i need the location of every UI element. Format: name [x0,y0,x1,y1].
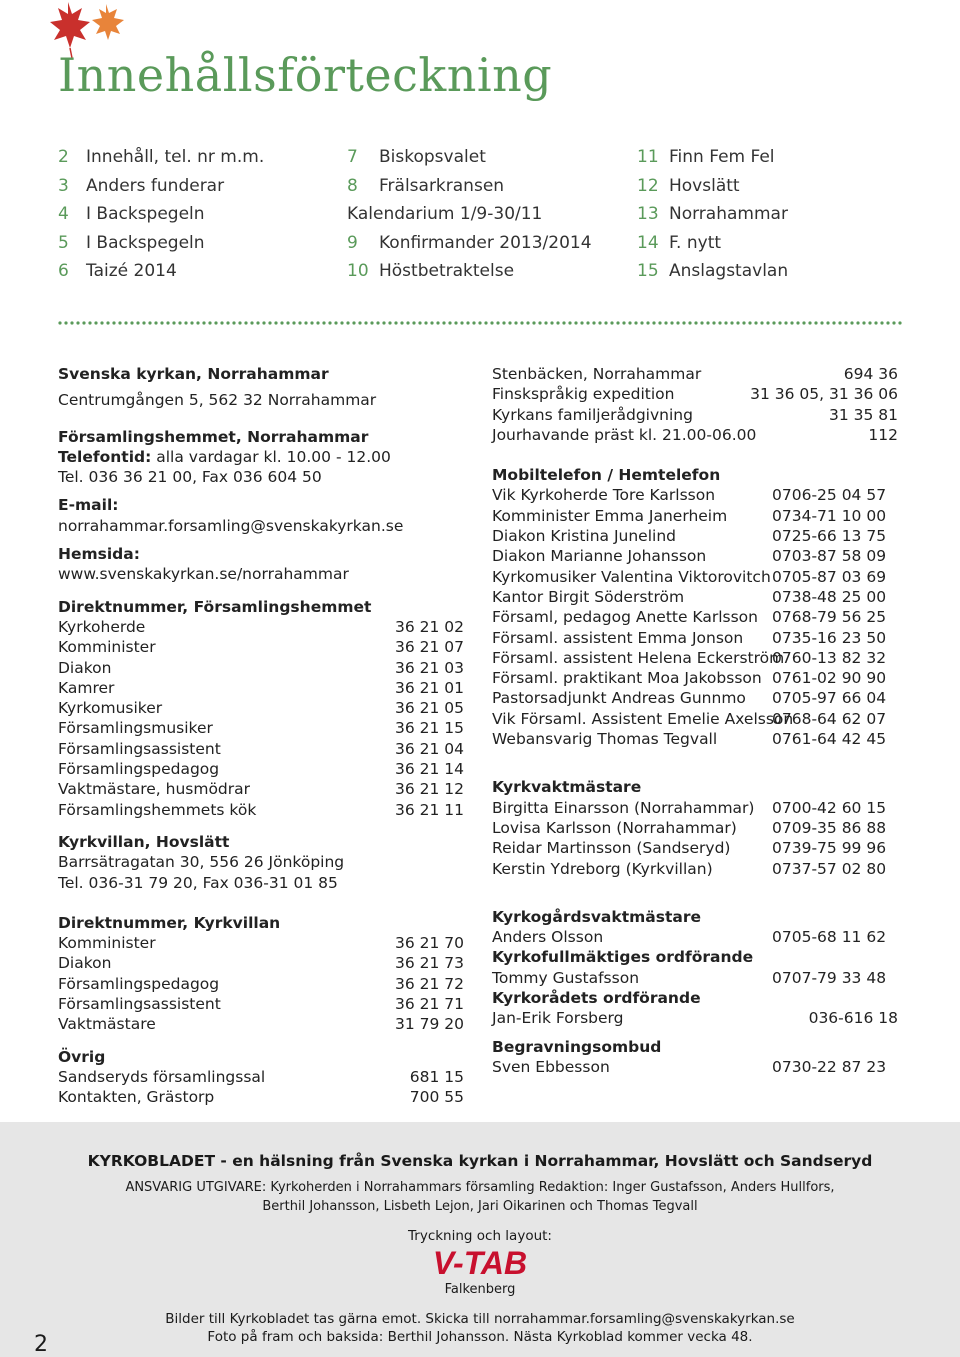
toc-item [347,257,592,286]
toc-item [347,172,592,201]
web-link[interactable]: www.svenskakyrkan.se/norrahammar [58,565,349,584]
vakt-title: Kyrkvaktmästare [492,778,642,797]
contact-number: 700 55 [409,1088,464,1107]
contact-row [58,779,464,799]
contact-name: Vik Kyrkoherde Tore Karlsson [492,486,716,505]
contact-row [492,648,898,668]
contact-row [492,425,898,445]
contact-number: 0706-25 04 57 [772,486,887,505]
dotted-divider [58,321,903,325]
contact-row [58,617,464,637]
org-title: Svenska kyrkan, Norrahammar [58,365,329,383]
contact-name: Församl. assistent Emma Jonson [492,628,744,647]
toc-page-number: 2 [58,147,69,167]
toc-label: Hovslätt [669,175,740,196]
vtab-logo-icon [420,1246,540,1280]
contact-number: 36 21 03 [394,658,464,677]
contact-name: Församlingsmusiker [58,719,213,738]
contact-number: 36 21 05 [394,699,464,718]
toc-label: Höstbetraktelse [379,261,515,282]
toc-item [58,257,264,286]
contact-name: Kerstin Ydreborg (Kyrkvillan) [492,859,713,878]
contact-name: Jourhavande präst kl. 21.00-06.00 [492,425,757,444]
contact-row [58,637,464,657]
contact-name: Vaktmästare [58,1015,156,1034]
contact-number: 036-616 18 [808,1009,898,1028]
toc-label: Norrahammar [669,204,788,225]
toc-label: Anders funderar [86,175,225,196]
toc-page-number: 8 [347,175,358,196]
contact-number: 31 36 05, 31 36 06 [750,385,898,404]
contact-row [58,1087,464,1107]
contact-number: 0761-02 90 90 [772,669,887,688]
beg-list [492,1057,898,1077]
toc-item [58,229,264,258]
direct1-title: Direktnummer, Församlingshemmet [58,597,372,616]
contact-row [58,678,464,698]
contact-row [492,607,898,627]
toc-page-number: 14 [637,232,659,253]
contact-row [58,1014,464,1034]
svg-text:V-TAB: V-TAB [432,1246,528,1280]
contact-name: Lovisa Karlsson (Norrahammar) [492,818,737,837]
other-title: Övrig [58,1047,106,1066]
kf-list [492,968,898,988]
contact-row [58,718,464,738]
footer-heading: KYRKOBLADET - en hälsning från Svenska kyrkan i Norrahammar, Hovslätt och Sandseryd [87,1152,873,1170]
toc-label: I Backspegeln [86,204,205,225]
contact-row [492,968,898,988]
other-list [58,1067,464,1108]
contact-number: 0738-48 25 00 [772,587,887,606]
left-column [58,364,464,1108]
contact-name: Vaktmästare, husmödrar [58,780,251,799]
toc-page-number: 6 [58,261,69,282]
toc-label: Taizé 2014 [86,261,177,282]
toc-item [637,200,788,229]
footer-credits [60,1178,900,1216]
contact-number: 36 21 72 [394,974,464,993]
email-label: E-mail: [58,496,119,515]
contact-row [492,859,898,879]
toc-label: Kalendarium 1/9-30/11 [347,204,543,225]
contact-name: Kyrkomusiker [58,699,163,718]
contact-number: 0703-87 58 09 [772,547,887,566]
contact-number: 0707-79 33 48 [772,968,887,987]
contact-number: 0737-57 02 80 [772,859,887,878]
contact-row [492,729,898,749]
contact-name: Sandseryds församlingssal [58,1067,266,1086]
contact-row [492,798,898,818]
contact-row [58,739,464,759]
contact-number: 31 79 20 [394,1015,464,1034]
contact-row [492,628,898,648]
contact-name: Birgitta Einarsson (Norrahammar) [492,798,755,817]
toc-item [58,143,264,172]
toc-page-number: 13 [637,204,659,225]
toc-item [347,200,592,229]
contact-number: 0700-42 60 15 [772,798,887,817]
direct2-list [58,933,464,1034]
footer-credits-line2: Berthil Johansson, Lisbeth Lejon, Jari Oikarinen och Thomas Tegvall [262,1199,698,1214]
contact-row [58,974,464,994]
contact-row [492,364,898,384]
contact-name: Finskspråkig expedition [492,385,675,404]
toc-page-number: 5 [58,232,69,253]
print-label: Tryckning och layout: [408,1228,552,1244]
contact-number: 0761-64 42 45 [772,730,887,749]
toc-label: Finn Fem Fel [669,147,775,167]
tel-fax: Tel. 036 36 21 00, Fax 036 604 50 [58,468,322,487]
vtab-logo [60,1246,900,1284]
contact-name: Anders Olsson [492,928,604,947]
contact-name: Församlingsassistent [58,995,221,1014]
contact-name: Kyrkans familjerådgivning [492,405,693,424]
contact-number: 36 21 01 [394,678,464,697]
villan-address: Barrsätragatan 30, 556 26 Jönköping [58,853,345,872]
kf-title: Kyrkofullmäktiges ordförande [492,948,754,967]
contact-row [492,1008,898,1028]
contact-name: Vik Församl. Assistent Emelie Axelsson [492,709,794,728]
toc-item [58,200,264,229]
contact-name: Kontakten, Grästorp [58,1088,215,1107]
mobile-title: Mobiltelefon / Hemtelefon [492,466,721,485]
toc-label: I Backspegeln [86,232,205,253]
toc-item [637,257,788,286]
toc-column-3 [637,143,788,286]
toc-label: Biskopsvalet [379,147,486,167]
contact-name: Komminister [58,934,156,953]
contact-row [58,698,464,718]
toc-page-number: 3 [58,175,69,196]
toc-page-number: 9 [347,232,358,253]
toc-item [347,143,592,172]
contact-name: Diakon [58,954,112,973]
contact-number: 0735-16 23 50 [772,628,887,647]
contact-number: 36 21 70 [394,934,464,953]
villan-tel: Tel. 036-31 79 20, Fax 036-31 01 85 [58,873,338,892]
page-title: Innehållsförteckning [58,48,553,102]
phone-time-value: alla vardagar kl. 10.00 - 12.00 [156,447,391,466]
footer-bottom-line1: Bilder till Kyrkobladet tas gärna emot. Skicka till norrahammar.forsamling@svenskakyrkan.se [165,1311,795,1327]
contact-row [58,994,464,1014]
contact-row [492,688,898,708]
contact-name: Församlingspedagog [58,974,220,993]
contact-number: 0705-97 66 04 [772,689,887,708]
toc-label: Anslagstavlan [669,261,789,282]
toc-label: Frälsarkransen [379,175,505,196]
contact-row [492,567,898,587]
contact-number: 36 21 73 [394,954,464,973]
contact-number: 36 21 04 [394,739,464,758]
beg-title: Begravningsombud [492,1037,662,1056]
general-numbers-list [492,364,898,445]
vakt-list [492,798,898,879]
contact-number: 681 15 [409,1067,464,1086]
toc-item [637,172,788,201]
contact-name: Stenbäcken, Norrahammar [492,365,702,383]
contact-name: Komminister Emma Janerheim [492,506,728,525]
contact-row [492,587,898,607]
contact-row [492,485,898,505]
contact-name: Tommy Gustafsson [492,968,640,987]
print-city: Falkenberg [444,1282,516,1297]
toc-label: F. nytt [669,232,722,253]
toc-page-number: 7 [347,147,358,167]
contact-number: 0725-66 13 75 [772,527,887,546]
contact-name: Församl. assistent Helena Eckerström [492,648,785,667]
contact-name: Sven Ebbesson [492,1057,610,1076]
footer-credits-line1: ANSVARIG UTGIVARE: Kyrkoherden i Norrahammars församling Redaktion: Inger Gustafsson, Anders Hullfors, [125,1180,835,1195]
contact-number: 31 35 81 [828,405,898,424]
toc-column-2 [347,143,592,286]
contact-number: 36 21 11 [394,800,464,819]
contact-name: Kantor Birgit Söderström [492,587,685,606]
contact-row [492,668,898,688]
contact-row [58,933,464,953]
contact-number: 36 21 15 [394,719,464,738]
toc-page-number: 12 [637,175,659,196]
contact-name: Reidar Martinsson (Sandseryd) [492,839,731,858]
contact-row [492,546,898,566]
contact-number: 36 21 07 [394,638,464,657]
contact-number: 0705-87 03 69 [772,567,887,586]
contact-row [492,709,898,729]
toc-page-number: 15 [637,261,659,282]
contact-name: Pastorsadjunkt Andreas Gunnmo [492,689,746,708]
contact-number: 0709-35 86 88 [772,818,887,837]
contact-number: 0734-71 10 00 [772,506,887,525]
toc-item [637,143,788,172]
email-link[interactable]: norrahammar.forsamling@svenskakyrkan.se [58,516,404,535]
contact-number: 0730-22 87 23 [772,1057,887,1076]
contact-name: Diakon [58,658,112,677]
contact-row [492,838,898,858]
contact-number: 0768-64 62 07 [772,709,887,728]
contact-row [58,800,464,820]
contact-name: Webansvarig Thomas Tegvall [492,730,718,749]
toc-label: Innehåll, tel. nr m.m. [86,147,265,167]
contact-number: 36 21 14 [394,760,464,779]
contact-name: Församlingsassistent [58,739,221,758]
contact-row [58,658,464,678]
contact-row [492,506,898,526]
contact-name: Församl, pedagog Anette Karlsson [492,608,758,627]
footer-bottom [60,1310,900,1346]
contact-number: 36 21 12 [394,780,464,799]
contact-row [58,1067,464,1087]
direct1-list [58,617,464,820]
phone-time-label: Telefontid: [58,447,152,466]
contact-row [492,927,898,947]
toc-page-number: 11 [637,147,659,167]
toc-column-1 [58,143,264,286]
contact-row [58,759,464,779]
contact-name: Jan-Erik Forsberg [492,1009,624,1028]
contact-name: Församlingshemmets kök [58,800,257,819]
toc-item [637,229,788,258]
kr-list [492,1008,898,1028]
contact-row [58,953,464,973]
contact-name: Kyrkomusiker Valentina Viktorovitch [492,567,771,586]
contact-name: Kyrkoherde [58,617,146,636]
gard-title: Kyrkogårdsvaktmästare [492,907,701,926]
contact-number: 36 21 02 [394,617,464,636]
contact-number: 0739-75 99 96 [772,839,887,858]
contact-row [492,1057,898,1077]
contact-row [492,526,898,546]
contact-row [492,818,898,838]
toc-item [58,172,264,201]
contact-name: Kamrer [58,678,115,697]
hall-title: Församlingshemmet, Norrahammar [58,427,369,446]
contact-number: 36 21 71 [394,995,464,1014]
toc-label: Konfirmander 2013/2014 [379,232,592,253]
contact-row [492,405,898,425]
gard-list [492,927,898,947]
toc-item [347,229,592,258]
contact-name: Diakon Kristina Junelind [492,527,676,546]
toc-page-number: 4 [58,204,69,225]
contact-row [492,384,898,404]
contact-number: 0760-13 82 32 [772,648,887,667]
contact-name: Diakon Marianne Johansson [492,547,707,566]
contact-name: Församl. praktikant Moa Jakobsson [492,669,762,688]
contact-number: 0768-79 56 25 [772,608,887,627]
kr-title: Kyrkorådets ordförande [492,989,701,1008]
contact-number: 112 [868,425,898,444]
right-column [492,364,898,1077]
web-label: Hemsida: [58,545,140,564]
villan-title: Kyrkvillan, Hovslätt [58,832,230,851]
toc-page-number: 10 [347,261,369,282]
direct2-title: Direktnummer, Kyrkvillan [58,913,281,932]
page-number: 2 [34,1332,48,1357]
contact-name: Församlingspedagog [58,760,220,779]
contact-number: 0705-68 11 62 [772,928,887,947]
contact-name: Komminister [58,638,156,657]
mobile-list [492,485,898,749]
org-address: Centrumgången 5, 562 32 Norrahammar [58,391,377,410]
footer-bottom-line2: Foto på fram och baksida: Berthil Johansson. Nästa Kyrkoblad kommer vecka 48. [207,1329,753,1345]
contact-number: 694 36 [843,365,898,383]
